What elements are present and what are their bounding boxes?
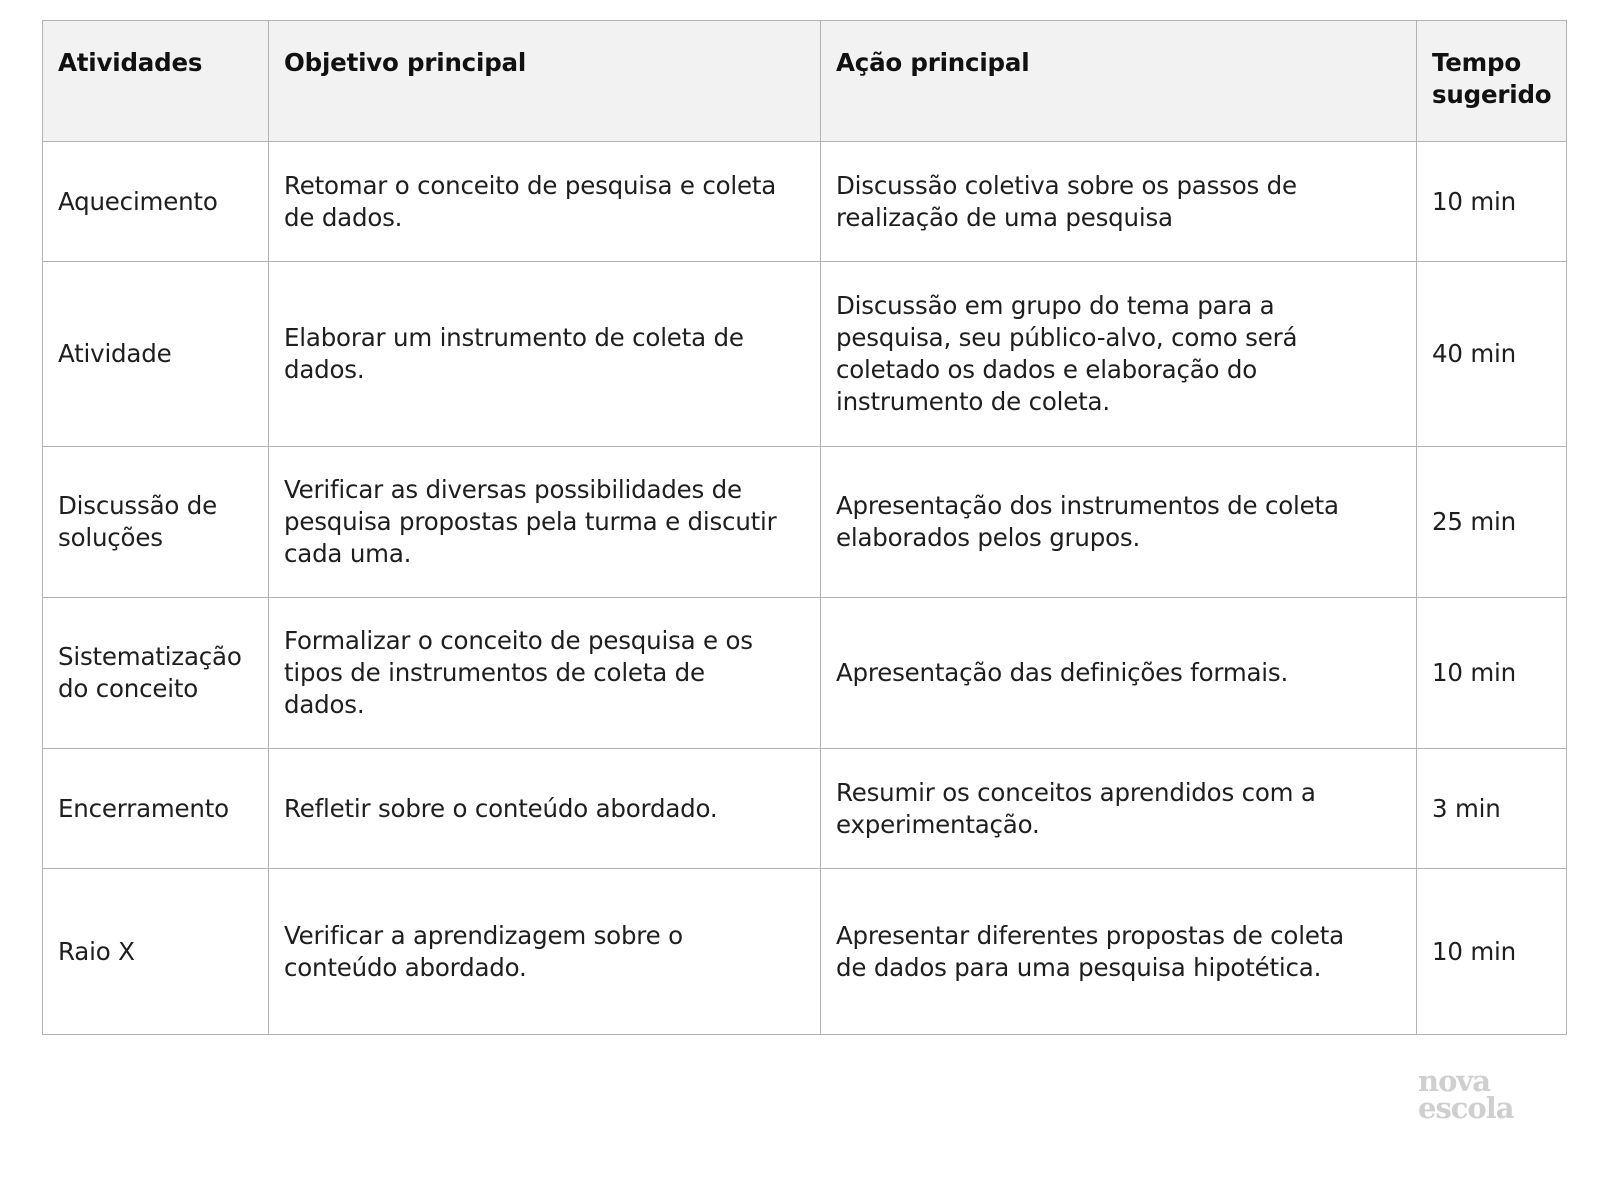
time-cell: 10 min xyxy=(1417,142,1567,262)
objective-cell: Verificar as diversas possibilidades de pesquisa propostas pela turma e discutir cada uma. xyxy=(269,447,821,598)
table-row xyxy=(43,447,1567,598)
time-cell: 25 min xyxy=(1417,447,1567,598)
header-tempo-sugerido: Tempo sugerido xyxy=(1417,21,1567,142)
action-cell: Discussão coletiva sobre os passos de realização de uma pesquisa xyxy=(821,142,1417,262)
objective-cell: Refletir sobre o conteúdo abordado. xyxy=(269,749,821,869)
lesson-plan-table xyxy=(42,20,1567,1035)
table-row xyxy=(43,749,1567,869)
objective-cell: Formalizar o conceito de pesquisa e os tipos de instrumentos de coleta de dados. xyxy=(269,598,821,749)
table-header-row xyxy=(43,21,1567,142)
objective-cell: Elaborar um instrumento de coleta de dados. xyxy=(269,262,821,447)
activity-cell: Atividade xyxy=(43,262,269,447)
table-row xyxy=(43,262,1567,447)
time-cell: 10 min xyxy=(1417,598,1567,749)
time-cell: 40 min xyxy=(1417,262,1567,447)
objective-cell: Verificar a aprendizagem sobre o conteúdo abordado. xyxy=(269,869,821,1035)
header-acao-principal: Ação principal xyxy=(821,21,1417,142)
objective-cell: Retomar o conceito de pesquisa e coleta de dados. xyxy=(269,142,821,262)
activity-cell: Raio X xyxy=(43,869,269,1035)
table-row xyxy=(43,598,1567,749)
time-cell: 3 min xyxy=(1417,749,1567,869)
activity-cell: Sistematização do conceito xyxy=(43,598,269,749)
activity-cell: Encerramento xyxy=(43,749,269,869)
activity-cell: Discussão de soluções xyxy=(43,447,269,598)
time-cell: 10 min xyxy=(1417,869,1567,1035)
header-atividades: Atividades xyxy=(43,21,269,142)
action-cell: Apresentar diferentes propostas de coleta de dados para uma pesquisa hipotética. xyxy=(821,869,1417,1035)
logo-line-nova: nova xyxy=(1418,1064,1491,1098)
activity-cell: Aquecimento xyxy=(43,142,269,262)
action-cell: Apresentação das definições formais. xyxy=(821,598,1417,749)
action-cell: Discussão em grupo do tema para a pesquisa, seu público-alvo, como será coletado os dados e elaboração do instrumento de coleta. xyxy=(821,262,1417,447)
logo-line-escola: escola xyxy=(1418,1091,1514,1125)
table-row xyxy=(43,142,1567,262)
header-objetivo-principal: Objetivo principal xyxy=(269,21,821,142)
table-row xyxy=(43,869,1567,1035)
action-cell: Resumir os conceitos aprendidos com a experimentação. xyxy=(821,749,1417,869)
action-cell: Apresentação dos instrumentos de coleta elaborados pelos grupos. xyxy=(821,447,1417,598)
nova-escola-logo xyxy=(1418,1064,1514,1125)
